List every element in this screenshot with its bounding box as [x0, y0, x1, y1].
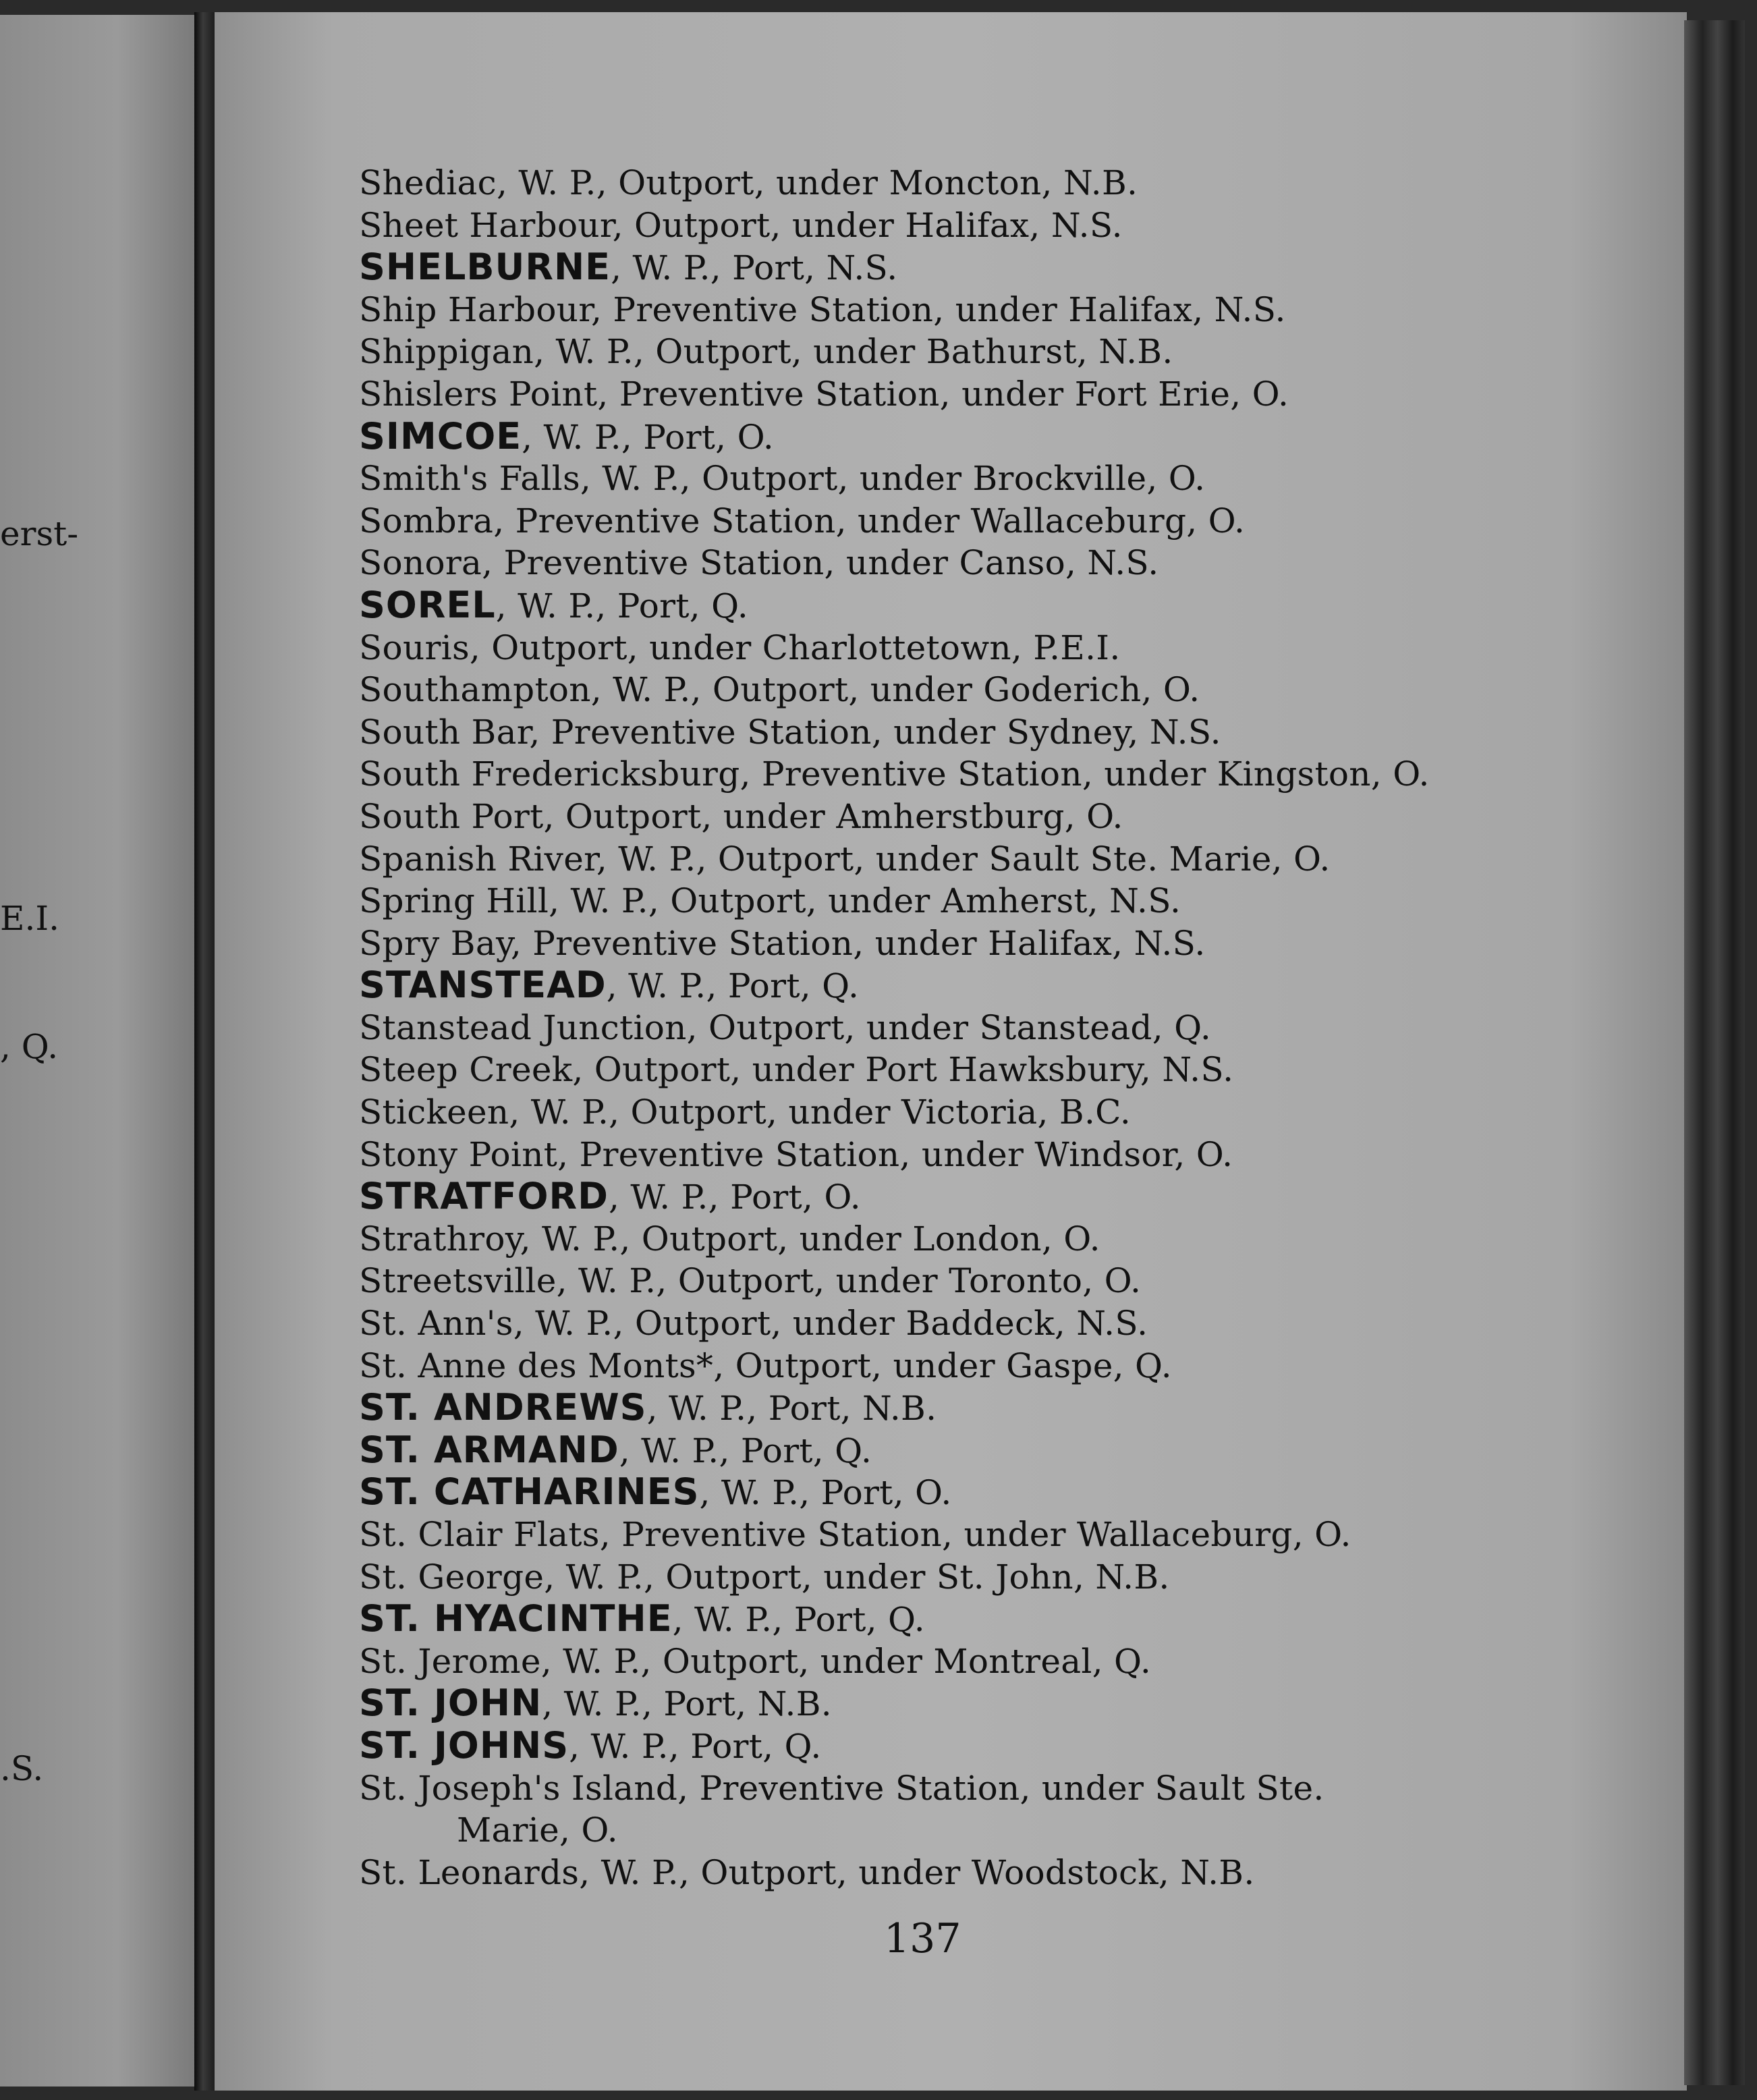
entry-details: , W. P., Outport, under St. John, N.B.	[544, 1557, 1170, 1597]
port-entry	[359, 1176, 1573, 1218]
left-page-fragment: E.I.	[0, 899, 60, 938]
station-name: Strathroy	[359, 1219, 520, 1259]
station-name: Stony Point	[359, 1134, 558, 1174]
outport-entry	[359, 880, 1573, 922]
port-entry	[359, 1682, 1573, 1725]
port-name: ST. ARMAND	[359, 1428, 619, 1471]
entry-details: , Outport, under Charlottetown, P.E.I.	[469, 628, 1121, 667]
station-name: Streetsville	[359, 1261, 557, 1301]
entry-details: , W. P., Outport, under Goderich, O.	[590, 670, 1200, 710]
entry-details: , Preventive Station, under Windsor, O.	[557, 1134, 1233, 1174]
entry-details: , W. P., Port, O.	[522, 417, 775, 457]
entry-details: , W. P., Port, N.S.	[611, 248, 898, 288]
outport-entry	[359, 500, 1573, 543]
book-gutter	[194, 12, 216, 2091]
port-name: SOREL	[359, 583, 496, 626]
entry-details: , W. P., Port, Q.	[569, 1726, 822, 1766]
station-name: Southampton	[359, 670, 591, 710]
entry-details: , Outport, under Port Hawksbury, N.S.	[572, 1050, 1234, 1090]
entry-details: , W. P., Port, Q.	[606, 966, 860, 1006]
outport-entry	[359, 1852, 1573, 1894]
station-name: Spry Bay	[359, 923, 511, 963]
station-name: South Bar	[359, 712, 530, 752]
station-name: Sombra	[359, 501, 494, 541]
entry-details: , W. P., Outport, under Moncton, N.B.	[496, 163, 1138, 202]
entry-details: , W. P., Port, Q.	[495, 586, 749, 626]
port-entry	[359, 1598, 1573, 1640]
entry-continuation: Marie, O.	[457, 1811, 618, 1850]
port-name: STRATFORD	[359, 1175, 609, 1218]
entry-details: , W. P., Port, Q.	[619, 1431, 872, 1470]
entry-details: , W. P., Outport, under Bathurst, N.B.	[534, 332, 1173, 372]
station-name: Souris	[359, 628, 470, 667]
outport-entry	[359, 1302, 1573, 1345]
entry-details: , W. P., Outport, under Brockville, O.	[580, 459, 1206, 499]
outport-entry	[359, 1556, 1573, 1599]
outport-entry	[359, 331, 1573, 373]
left-page-fragment: erst-	[0, 514, 79, 553]
port-name: SHELBURNE	[359, 246, 611, 289]
station-name: Spanish River	[359, 839, 596, 879]
port-entry	[359, 1387, 1573, 1429]
entry-details: , W. P., Outport, under Victoria, B.C.	[509, 1093, 1132, 1132]
outport-entry	[359, 1260, 1573, 1302]
station-name: South Port	[359, 796, 544, 836]
station-name: St. George	[359, 1557, 545, 1597]
port-entry	[359, 584, 1573, 627]
outport-entry	[359, 289, 1573, 331]
outport-entry	[359, 1640, 1573, 1683]
station-name: St. Jerome	[359, 1641, 541, 1681]
entry-details: , W. P., Port, O.	[608, 1178, 861, 1217]
entry-details: , W. P., Outport, under Sault Ste. Marie, O.	[596, 839, 1331, 879]
station-name: Shislers Point	[359, 374, 598, 414]
station-name: Ship Harbour	[359, 289, 591, 329]
left-page-fragment: .S.	[0, 1749, 44, 1788]
outport-entry	[359, 1049, 1573, 1091]
entry-details: , Preventive Station, under Halifax, N.S.	[590, 289, 1286, 329]
entry-details: , Preventive Station, under Halifax, N.S.	[510, 923, 1206, 963]
page-number: 137	[884, 1915, 961, 1962]
entry-details: , Preventive Station, under Canso, N.S.	[482, 543, 1159, 583]
station-name: Steep Creek	[359, 1050, 573, 1090]
outport-entry	[359, 1007, 1573, 1049]
station-name: Sheet Harbour	[359, 205, 613, 245]
entry-details: , Outport, under Halifax, N.S.	[612, 205, 1123, 245]
station-name: Shediac	[359, 163, 497, 202]
left-page-fragment: , Q.	[0, 1027, 59, 1066]
station-name: Shippigan	[359, 332, 534, 372]
station-name: St. Clair Flats	[359, 1515, 600, 1554]
station-name: St. Joseph's Island	[359, 1768, 678, 1808]
outport-entry	[359, 711, 1573, 754]
port-list	[359, 162, 1573, 1894]
station-name: Sonora	[359, 543, 482, 583]
entry-details: , Outport, under Amherstburg, O.	[543, 796, 1123, 836]
port-entry	[359, 1429, 1573, 1472]
entry-details: , Outport, under Stanstead, Q.	[686, 1007, 1212, 1047]
station-name: St. Ann's	[359, 1304, 513, 1344]
outport-entry	[359, 796, 1573, 838]
port-name: ST. HYACINTHE	[359, 1597, 673, 1640]
entry-details: , W. P., Outport, under London, O.	[520, 1219, 1100, 1259]
page-edge	[1684, 20, 1745, 2085]
entry-details: , Preventive Station, under Wallaceburg, O.	[493, 501, 1246, 541]
port-entry	[359, 246, 1573, 289]
entry-details: , W. P., Outport, under Woodstock, N.B.	[579, 1852, 1255, 1892]
outport-entry	[359, 458, 1573, 500]
entry-details: , W. P., Outport, under Baddeck, N.S.	[513, 1304, 1148, 1344]
port-entry	[359, 964, 1573, 1007]
outport-entry	[359, 1514, 1573, 1556]
entry-details: , Preventive Station, under Fort Erie, O.	[597, 374, 1289, 414]
port-name: ST. JOHNS	[359, 1723, 569, 1767]
entry-details: , W. P., Outport, under Toronto, O.	[556, 1261, 1142, 1301]
outport-entry	[359, 669, 1573, 711]
station-name: Stickeen	[359, 1093, 509, 1132]
entry-details: , W. P., Port, N.B.	[646, 1389, 937, 1429]
entry-details: , W. P., Outport, under Amherst, N.S.	[549, 881, 1181, 921]
outport-entry	[359, 1218, 1573, 1261]
outport-entry	[359, 922, 1573, 965]
station-name: Stanstead Junction	[359, 1007, 687, 1047]
port-entry	[359, 416, 1573, 458]
outport-entry	[359, 627, 1573, 669]
port-entry	[359, 1725, 1573, 1767]
station-name: South Fredericksburg	[359, 754, 740, 794]
outport-entry	[359, 1134, 1573, 1176]
outport-entry	[359, 162, 1573, 204]
outport-entry	[359, 204, 1573, 247]
outport-entry	[359, 373, 1573, 416]
outport-entry	[359, 542, 1573, 584]
entry-details: , W. P., Port, N.B.	[542, 1684, 832, 1724]
station-name: St. Leonards	[359, 1852, 580, 1892]
entry-details: , Preventive Station, under Sydney, N.S.	[529, 712, 1221, 752]
outport-entry	[359, 838, 1573, 881]
port-name: ST. ANDREWS	[359, 1386, 647, 1429]
station-name: Spring Hill	[359, 881, 549, 921]
entry-details: , W. P., Outport, under Montreal, Q.	[540, 1641, 1152, 1681]
outport-entry	[359, 1767, 1499, 1852]
station-name: Smith's Falls	[359, 459, 580, 499]
entry-details: , W. P., Port, O.	[699, 1473, 952, 1513]
entry-details: , Preventive Station, under Sault Ste.	[677, 1768, 1324, 1808]
port-name: ST. CATHARINES	[359, 1470, 700, 1514]
outport-entry	[359, 1345, 1573, 1387]
entry-details: , Preventive Station, under Wallaceburg, O.	[599, 1515, 1351, 1554]
outport-entry	[359, 753, 1573, 796]
port-entry	[359, 1471, 1573, 1514]
outport-entry	[359, 1091, 1573, 1134]
left-page	[0, 15, 196, 2087]
entry-details: , Outport, under Gaspe, Q.	[713, 1346, 1172, 1385]
entry-details: , W. P., Port, Q.	[672, 1600, 926, 1640]
port-name: SIMCOE	[359, 414, 522, 458]
entry-details: , Preventive Station, under Kingston, O.	[740, 754, 1430, 794]
port-name: STANSTEAD	[359, 964, 607, 1007]
station-name: St. Anne des Monts*	[359, 1346, 714, 1385]
port-name: ST. JOHN	[359, 1682, 542, 1725]
